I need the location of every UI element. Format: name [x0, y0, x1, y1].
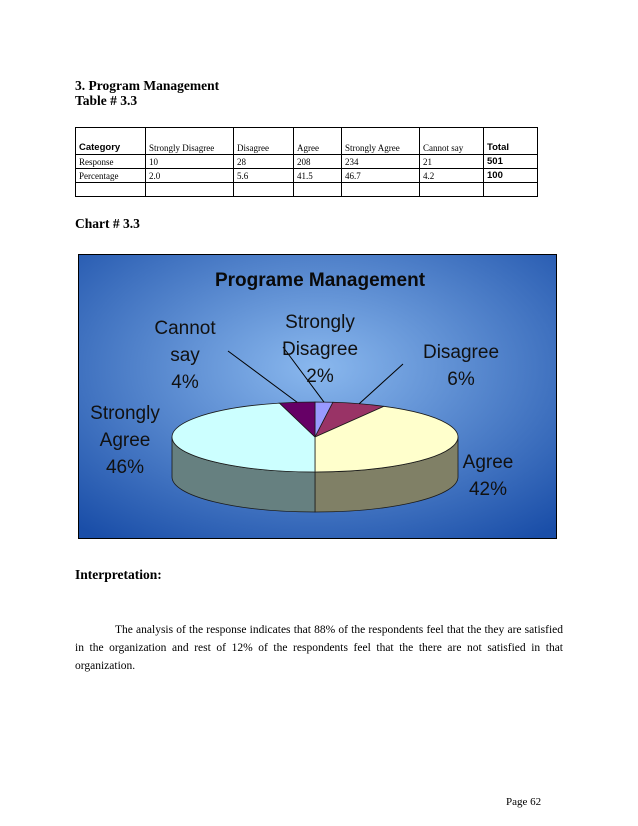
slice-label-strongly-agree: Strongly Agree 46% — [90, 403, 160, 478]
table-cell: 100 — [484, 169, 538, 183]
pie-chart — [78, 254, 557, 539]
table-cell: 4.2 — [420, 169, 484, 183]
header-cell: Disagree — [234, 128, 294, 155]
table-cell: 501 — [484, 155, 538, 169]
interpretation-text: The analysis of the response indicates that 88% of the respondents feel that the they are satisfied in the organization and rest of 12% of the respondents feel that the there are not satisfied in that organization. — [75, 624, 563, 672]
page-number: Page 62 — [506, 796, 542, 808]
table-cell: 41.5 — [294, 169, 342, 183]
table-cell — [234, 183, 294, 197]
chart-title: Programe Management — [214, 270, 426, 291]
interpretation-paragraph — [75, 621, 563, 675]
slice-label-disagree: Disagree 6% — [422, 342, 500, 390]
table-cell: 28 — [234, 155, 294, 169]
section-title: 3. Program Management — [75, 78, 220, 93]
table-cell — [294, 183, 342, 197]
header-cell: Agree — [294, 128, 342, 155]
table-empty-row — [76, 183, 538, 197]
table-cell — [420, 183, 484, 197]
table-row — [76, 169, 538, 183]
table-row — [76, 155, 538, 169]
table-title: Table # 3.3 — [75, 93, 138, 108]
header-cell: Strongly Agree — [342, 128, 420, 155]
table-cell: Response — [76, 155, 146, 169]
header-cell: Total — [484, 128, 538, 155]
table-cell — [342, 183, 420, 197]
table-cell: 21 — [420, 155, 484, 169]
table-cell: 46.7 — [342, 169, 420, 183]
table-cell — [484, 183, 538, 197]
interpretation-title: Interpretation: — [75, 567, 162, 582]
header-cell: Cannot say — [420, 128, 484, 155]
table-cell: 5.6 — [234, 169, 294, 183]
table-header-row — [76, 128, 538, 155]
table-cell: Percentage — [76, 169, 146, 183]
table-cell: 234 — [342, 155, 420, 169]
slice-label-agree: Agree 42% — [462, 452, 514, 500]
table-cell: 10 — [146, 155, 234, 169]
table-cell: 2.0 — [146, 169, 234, 183]
header-cell: Strongly Disagree — [146, 128, 234, 155]
table-cell — [76, 183, 146, 197]
response-table — [75, 127, 538, 197]
chart-caption: Chart # 3.3 — [75, 216, 140, 231]
slice-label-strongly-disagree: Strongly Disagree 2% — [281, 312, 359, 387]
pie-chart-panel — [78, 254, 557, 539]
slice-label-cannot-say: Cannot say 4% — [154, 318, 216, 393]
table-cell: 208 — [294, 155, 342, 169]
table-cell — [146, 183, 234, 197]
header-cell: Category — [76, 128, 146, 155]
